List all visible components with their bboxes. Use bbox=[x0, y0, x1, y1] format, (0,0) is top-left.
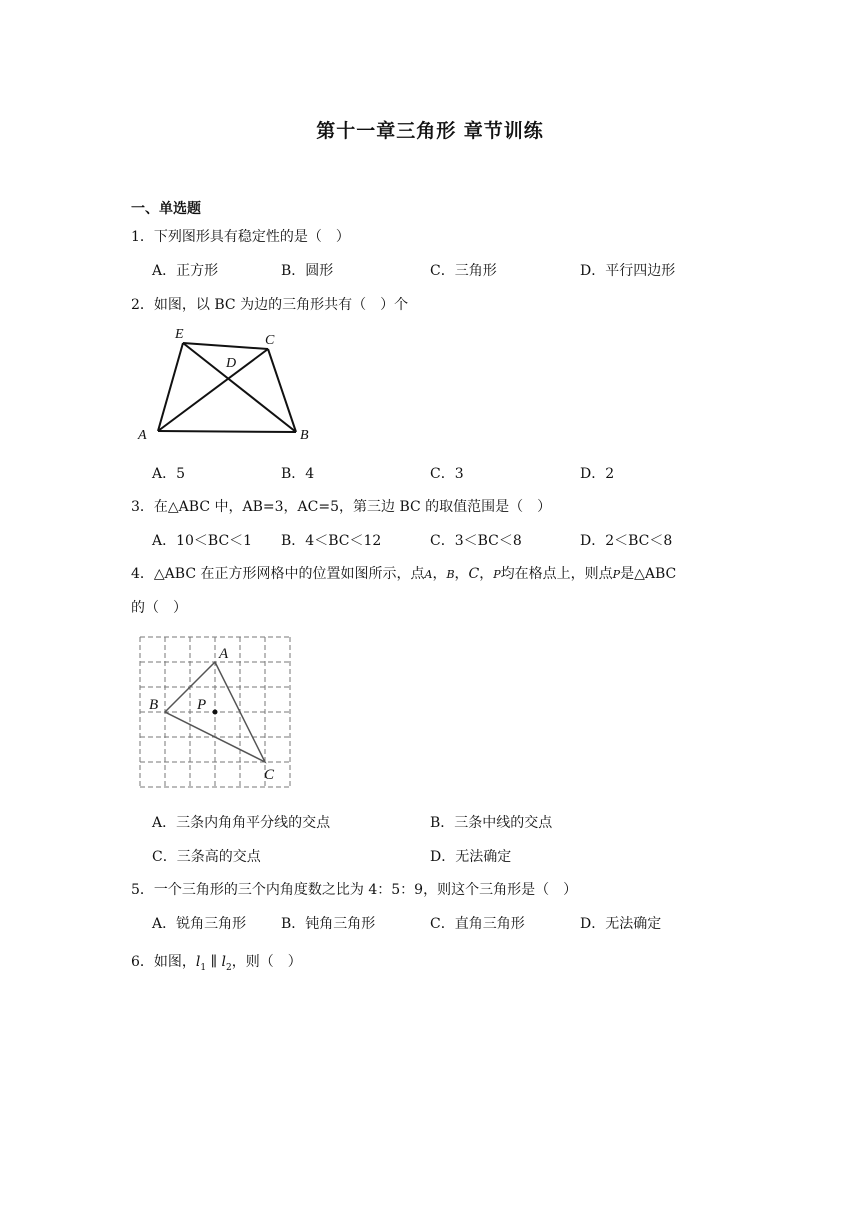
question-1-stem: 1．下列图形具有稳定性的是（ ） bbox=[131, 229, 350, 245]
q1-option-b: B．圆形 bbox=[281, 263, 334, 279]
q4-var-c: C bbox=[468, 566, 480, 582]
q5-option-b: B．钝角三角形 bbox=[281, 916, 376, 932]
q4-label-a: A bbox=[219, 646, 229, 662]
q6-stem-suffix: ，则（ ） bbox=[231, 954, 302, 970]
q6-var-l2: l bbox=[221, 954, 226, 970]
q2-label-b: B bbox=[300, 428, 309, 443]
q3-option-a: A．10＜BC＜1 bbox=[152, 533, 253, 549]
q1-option-a: A．正方形 bbox=[152, 263, 219, 279]
q4-var-p2: P bbox=[612, 568, 621, 581]
q6-parallel-symbol: ∥ bbox=[206, 954, 222, 970]
q2-label-c: C bbox=[265, 333, 275, 348]
q4-sep-1: ， bbox=[432, 566, 447, 582]
q4-option-b: B．三条中线的交点 bbox=[430, 815, 553, 831]
q2-label-e: E bbox=[175, 327, 184, 342]
q1-option-d: D．平行四边形 bbox=[580, 263, 676, 279]
q4-option-c: C．三条高的交点 bbox=[152, 849, 261, 865]
question-2-stem: 2．如图，以 BC 为边的三角形共有（ ）个 bbox=[131, 297, 409, 313]
q4-var-p: P bbox=[493, 568, 501, 581]
q4-grid-figure bbox=[136, 632, 296, 792]
q6-sub-2: 2 bbox=[226, 962, 232, 973]
question-3-stem: 3．在△ABC 中，AB=3，AC=5，第三边 BC 的取值范围是（ ） bbox=[131, 499, 552, 515]
q6-var-l1: l bbox=[195, 954, 201, 970]
question-4-stem-line-2: 的（ ） bbox=[131, 600, 187, 616]
q4-stem-text-2: 均在格点上，则点 bbox=[500, 566, 613, 582]
question-5-stem: 5．一个三角形的三个内角度数之比为 4：5：9，则这个三角形是（ ） bbox=[131, 882, 578, 898]
q2-option-d: D．2 bbox=[580, 466, 615, 482]
q2-option-a: A．5 bbox=[152, 466, 186, 482]
q4-option-d: D．无法确定 bbox=[430, 849, 512, 865]
question-6-stem bbox=[131, 951, 302, 973]
q4-sep-3: ， bbox=[479, 566, 494, 582]
q2-label-a: A bbox=[138, 428, 147, 443]
q3-option-c: C．3＜BC＜8 bbox=[430, 533, 522, 549]
section-heading: 一、单选题 bbox=[131, 201, 201, 217]
q3-option-d: D．2＜BC＜8 bbox=[580, 533, 673, 549]
q4-stem-text-3: 是△ABC bbox=[620, 566, 677, 582]
q4-var-a: A bbox=[424, 568, 433, 581]
q4-label-b: B bbox=[149, 697, 159, 713]
q4-label-c: C bbox=[264, 767, 275, 783]
q5-option-d: D．无法确定 bbox=[580, 916, 662, 932]
q2-option-c: C．3 bbox=[430, 466, 464, 482]
q2-option-b: B．4 bbox=[281, 466, 315, 482]
q5-option-a: A．锐角三角形 bbox=[152, 916, 247, 932]
q3-option-b: B．4＜BC＜12 bbox=[281, 533, 382, 549]
q6-sub-1: 1 bbox=[200, 962, 207, 973]
q4-option-a: A．三条内角角平分线的交点 bbox=[152, 815, 331, 831]
q4-var-b: B bbox=[446, 568, 455, 581]
question-4-stem bbox=[131, 563, 676, 583]
page-title: 第十一章三角形 章节训练 bbox=[316, 120, 544, 142]
q4-sep-2: ， bbox=[454, 566, 469, 582]
q1-option-c: C．三角形 bbox=[430, 263, 497, 279]
q4-stem-text-1: 4．△ABC 在正方形网格中的位置如图所示，点 bbox=[131, 566, 425, 582]
q4-label-p: P bbox=[197, 697, 207, 713]
q2-label-d: D bbox=[226, 356, 237, 371]
q6-stem-prefix: 6．如图， bbox=[131, 954, 196, 970]
q5-option-c: C．直角三角形 bbox=[430, 916, 525, 932]
q2-figure bbox=[133, 322, 323, 446]
